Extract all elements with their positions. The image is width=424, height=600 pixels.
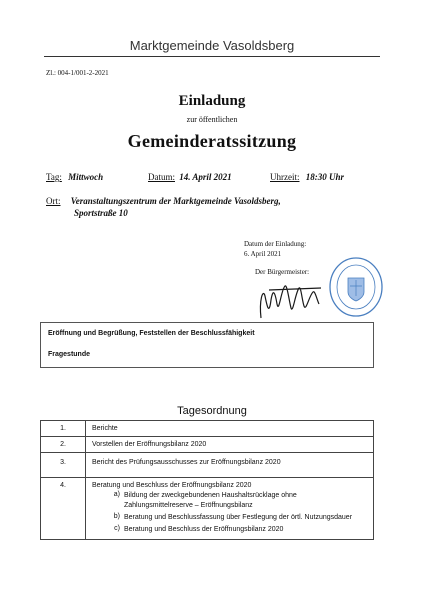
datum-field xyxy=(148,172,232,182)
sub-letter: c) xyxy=(114,525,120,532)
signer-label: Der Bürgermeister: xyxy=(255,268,310,276)
uhrzeit-value: 18:30 Uhr xyxy=(305,172,345,182)
table-row xyxy=(41,421,374,437)
municipal-seal-icon xyxy=(328,256,384,318)
list-item xyxy=(92,491,367,511)
agenda-item-title: Beratung und Beschluss der Eröffnungsbilanz 2020 xyxy=(92,482,252,489)
fragestunde-line: Fragestunde xyxy=(48,351,91,358)
agenda-item-text: Vorstellen der Eröffnungsbilanz 2020 xyxy=(86,437,374,453)
title-zur: zur öffentlichen xyxy=(186,115,238,124)
datum-label: Datum: xyxy=(148,172,175,182)
agenda-item-number: 2. xyxy=(41,437,86,453)
tag-label: Tag: xyxy=(46,172,62,182)
table-row xyxy=(41,437,374,453)
opening-box xyxy=(40,322,374,368)
datum-value: 14. April 2021 xyxy=(179,172,232,182)
table-row xyxy=(41,478,374,540)
agenda-table xyxy=(40,420,374,540)
list-item xyxy=(92,525,367,535)
title-einladung: Einladung xyxy=(178,93,246,109)
table-row xyxy=(41,453,374,478)
header-divider xyxy=(44,56,380,57)
sub-text: Bildung der zweckgebundenen Haushaltsrücklage ohne Zahlungsmittelreserve – Eröffnungsbilanz xyxy=(124,492,297,509)
invitation-date-value: 6. April 2021 xyxy=(244,250,282,258)
ort-field xyxy=(46,196,281,206)
ort-line2: Sportstraße 10 xyxy=(74,208,128,218)
agenda-item-number: 4. xyxy=(41,478,86,540)
reference-number: Zl.: 004-1/001-2-2021 xyxy=(46,69,109,77)
invitation-date-label: Datum der Einladung: xyxy=(244,240,307,248)
agenda-item-number: 1. xyxy=(41,421,86,437)
agenda-item-number: 3. xyxy=(41,453,86,478)
ort-line1: Veranstaltungszentrum der Marktgemeinde Vasoldsberg, xyxy=(70,196,281,206)
signature-icon xyxy=(255,270,335,322)
sub-text: Beratung und Beschlussfassung über Festlegung der örtl. Nutzungsdauer xyxy=(124,514,353,521)
agenda-heading: Tagesordnung xyxy=(177,405,247,417)
ort-label: Ort: xyxy=(46,196,61,206)
municipality-header: Marktgemeinde Vasoldsberg xyxy=(129,38,295,53)
agenda-item-text: Bericht des Prüfungsausschusses zur Eröffnungsbilanz 2020 xyxy=(86,453,374,478)
sub-text: Beratung und Beschluss der Eröffnungsbilanz 2020 xyxy=(124,526,284,533)
sub-letter: b) xyxy=(113,513,120,520)
uhrzeit-label: Uhrzeit: xyxy=(270,172,300,182)
sub-letter: a) xyxy=(113,491,120,498)
opening-line: Eröffnung und Begrüßung, Feststellen der Beschlussfähigkeit xyxy=(48,330,255,337)
tag-value: Mittwoch xyxy=(68,172,104,182)
title-gemeinderatssitzung: Gemeinderatssitzung xyxy=(127,131,297,151)
agenda-item-text xyxy=(86,478,374,540)
list-item xyxy=(92,513,367,523)
agenda-item-text: Berichte xyxy=(86,421,374,437)
uhrzeit-field xyxy=(270,172,344,182)
tag-field xyxy=(46,172,103,182)
